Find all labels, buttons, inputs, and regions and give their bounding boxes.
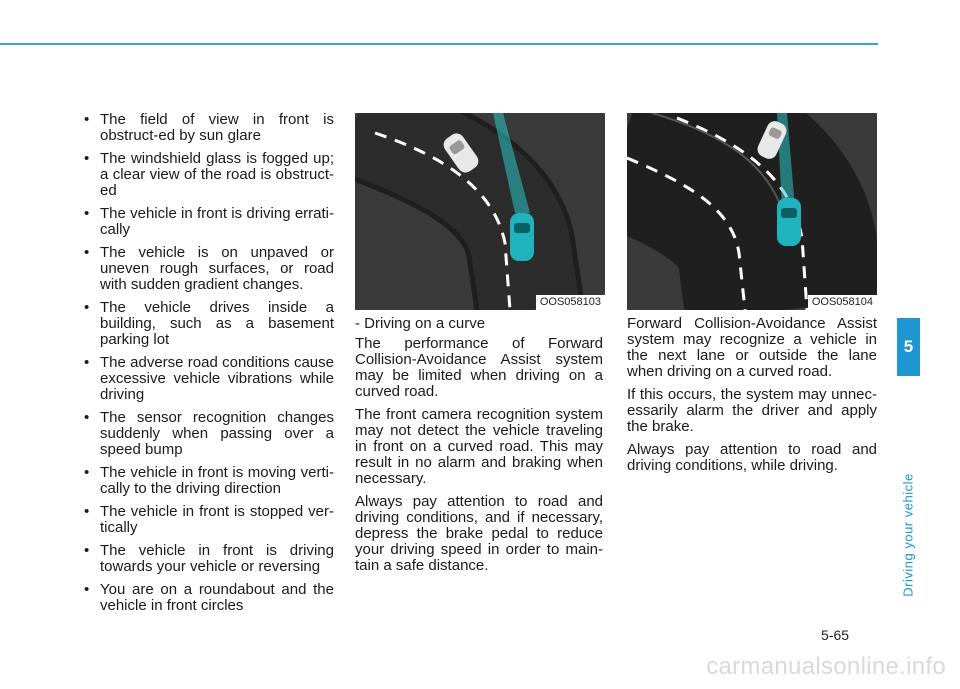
paragraph: Always pay attention to road and driving conditions, and if necessary, depress the brake pedal to reduce your driving speed in order to main-tain a safe distance. (355, 493, 603, 574)
column-1 (84, 112, 334, 621)
column-3 (627, 316, 877, 481)
limitations-list (84, 112, 334, 614)
curve-illustration-2 (627, 113, 877, 310)
chapter-number: 5 (903, 337, 914, 356)
curve-illustration-1 (355, 113, 605, 310)
list-item: • The vehicle in front is stopped ver-tically (84, 504, 334, 536)
watermark: carmanualsonline.info (706, 653, 946, 680)
list-item: • The vehicle is on unpaved or uneven rough surfaces, or road with sudden gradient changes. (84, 245, 334, 293)
list-item: • The adverse road conditions cause excessive vehicle vibrations while driving (84, 355, 334, 403)
page-number: 5-65 (821, 627, 850, 643)
list-item: • The sensor recognition changes suddenly when passing over a speed bump (84, 410, 334, 458)
paragraph: The front camera recognition system may not detect the vehicle traveling in front on a curved road. This may result in no alarm and braking when necessary. (355, 406, 603, 487)
top-rule (0, 43, 878, 45)
paragraph: Forward Collision-Avoidance Assist system may recognize a vehicle in the next lane or outside the lane when driving on a curved road. (627, 315, 877, 380)
own-vehicle-icon (777, 198, 801, 246)
paragraph: If this occurs, the system may unnec-essarily alarm the driver and apply the brake. (627, 386, 877, 435)
list-item: • The windshield glass is fogged up; a clear view of the road is obstruct-ed (84, 151, 334, 199)
list-item: • The vehicle in front is driving towards your vehicle or reversing (84, 543, 334, 575)
figure-curve-adjacent-lane (627, 113, 877, 310)
figure-code: OOS058104 (808, 295, 877, 310)
paragraph: Always pay attention to road and driving conditions, while driving. (627, 441, 877, 474)
list-item: • You are on a roundabout and the vehicle in front circles (84, 582, 334, 614)
list-item: • The vehicle drives inside a building, such as a basement parking lot (84, 300, 334, 348)
figure-code: OOS058103 (536, 295, 605, 310)
list-item: • The vehicle in front is moving verti-cally to the driving direction (84, 465, 334, 497)
list-item: • The vehicle in front is driving errati-cally (84, 206, 334, 238)
own-vehicle-icon (510, 213, 534, 261)
list-item: • The field of view in front is obstruct-ed by sun glare (84, 112, 334, 144)
figure-curve-single-lane (355, 113, 605, 310)
column-2 (355, 316, 603, 581)
chapter-tab (897, 318, 920, 376)
section-heading: - Driving on a curve (355, 315, 486, 332)
chapter-title: Driving your vehicle (900, 473, 916, 597)
paragraph: The performance of Forward Collision-Avoidance Assist system may be limited when driving on a curved road. (355, 335, 603, 400)
